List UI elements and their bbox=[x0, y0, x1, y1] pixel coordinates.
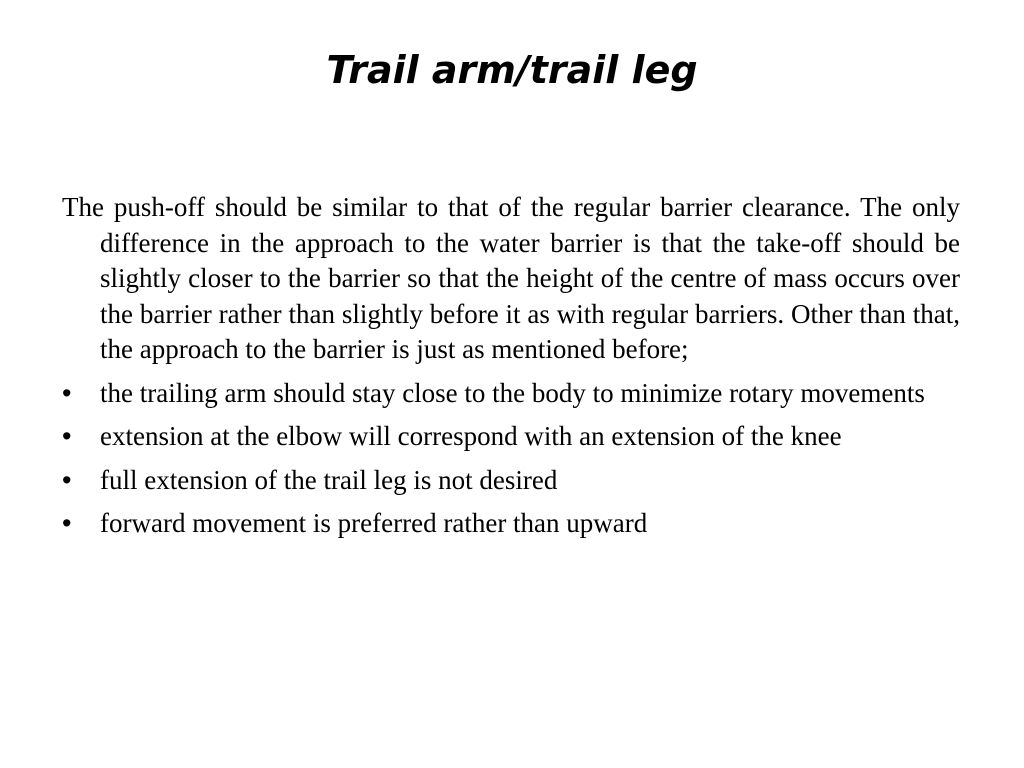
bullet-item bbox=[62, 419, 960, 455]
bullet-item bbox=[62, 506, 960, 542]
bullet-item bbox=[62, 376, 960, 412]
bullet-icon: • bbox=[62, 377, 72, 408]
bullet-item bbox=[62, 463, 960, 499]
bullet-text: full extension of the trail leg is not desired bbox=[100, 464, 558, 495]
bullet-text: forward movement is preferred rather than upward bbox=[100, 508, 648, 538]
bullet-icon: • bbox=[62, 421, 72, 451]
bullet-text: the trailing arm should stay close to the body to minimize rotary movements bbox=[100, 377, 925, 408]
bullet-icon: • bbox=[62, 464, 72, 495]
slide-body bbox=[62, 190, 960, 550]
bullet-text: extension at the elbow will correspond with an extension of the knee bbox=[100, 421, 842, 451]
bullet-list bbox=[62, 376, 960, 542]
slide-title: Trail arm/trail leg bbox=[326, 48, 698, 92]
bullet-icon: • bbox=[62, 508, 72, 538]
intro-paragraph: The push-off should be similar to that of the regular barrier clearance. The only difference in the approach to the water barrier is that the take-off should be slightly closer to the barrier so that the height of the centre of mass occurs over the barrier rather than slightly before it as with regular barriers. Other than that, the approach to the barrier is just as mentioned before; bbox=[62, 192, 960, 364]
